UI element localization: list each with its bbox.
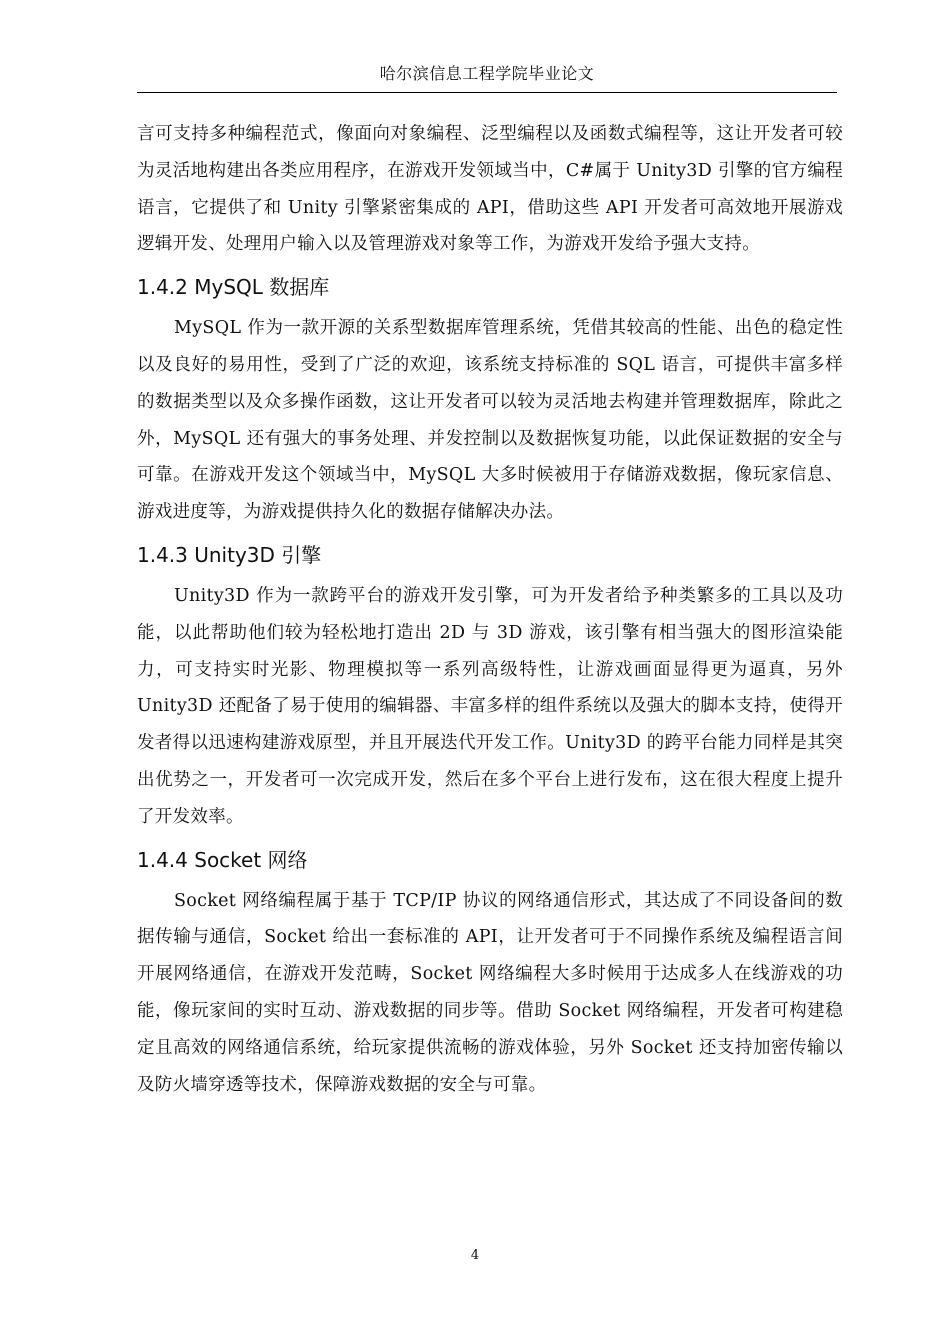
page-body [137,116,843,1103]
page-number: 4 [470,1248,480,1263]
page-header [137,62,837,93]
section-paragraph-unity3d: Unity3D 作为一款跨平台的游戏开发引擎，可为开发者给予种类繁多的工具以及功能，以此帮助他们较为轻松地打造出 2D 与 3D 游戏，该引擎有相当强大的图形渲染能力，可支持实时光影、物理模拟等一系列高级特性，让游戏画面显得更为逼真，另外 Unity3D 还配备了易于使用的编辑器、丰富多样的组件系统以及强大的脚本支持，使得开发者得以迅速构建游戏原型，并且开展迭代开发工作。Unity3D 的跨平台能力同样是其突出优势之一，开发者可一次完成开发，然后在多个平台上进行发布，这在很大程度上提升了开发效率。 [137,585,843,827]
section-heading-mysql: 1.4.2 MySQL 数据库 [137,275,330,300]
section-paragraph-socket: Socket 网络编程属于基于 TCP/IP 协议的网络通信形式，其达成了不同设备间的数据传输与通信，Socket 给出一套标准的 API，让开发者可于不同操作系统及编程语言间开展网络通信，在游戏开发范畴，Socket 网络编程大多时候用于达成多人在线游戏的功能，像玩家间的实时互动、游戏数据的同步等。借助 Socket 网络编程，开发者可构建稳定且高效的网络通信系统，给玩家提供流畅的游戏体验，另外 Socket 还支持加密传输以及防火墙穿透等技术，保障游戏数据的安全与可靠。 [137,890,843,1095]
section-heading-socket: 1.4.4 Socket 网络 [137,847,308,872]
section-paragraph-mysql: MySQL 作为一款开源的关系型数据库管理系统，凭借其较高的性能、出色的稳定性以及良好的易用性，受到了广泛的欢迎，该系统支持标准的 SQL 语言，可提供丰富多样的数据类型以及众多操作函数，这让开发者可以较为灵活地去构建并管理数据库，除此之外，MySQL 还有强大的事务处理、并发控制以及数据恢复功能，以此保证数据的安全与可靠。在游戏开发这个领域当中，MySQL 大多时候被用于存储游戏数据，像玩家信息、游戏进度等，为游戏提供持久化的数据存储解决办法。 [137,318,843,523]
header-title: 哈尔滨信息工程学院毕业论文 [379,64,595,83]
intro-paragraph: 言可支持多种编程范式，像面向对象编程、泛型编程以及函数式编程等，这让开发者可较为灵活地构建出各类应用程序，在游戏开发领域当中，C#属于 Unity3D 引擎的官方编程语言，它提供了和 Unity 引擎紧密集成的 API，借助这些 API 开发者可高效地开展游戏逻辑开发、处理用户输入以及管理游戏对象等工作，为游戏开发给予强大支持。 [137,124,843,255]
section-heading-unity3d: 1.4.3 Unity3D 引擎 [137,542,322,567]
